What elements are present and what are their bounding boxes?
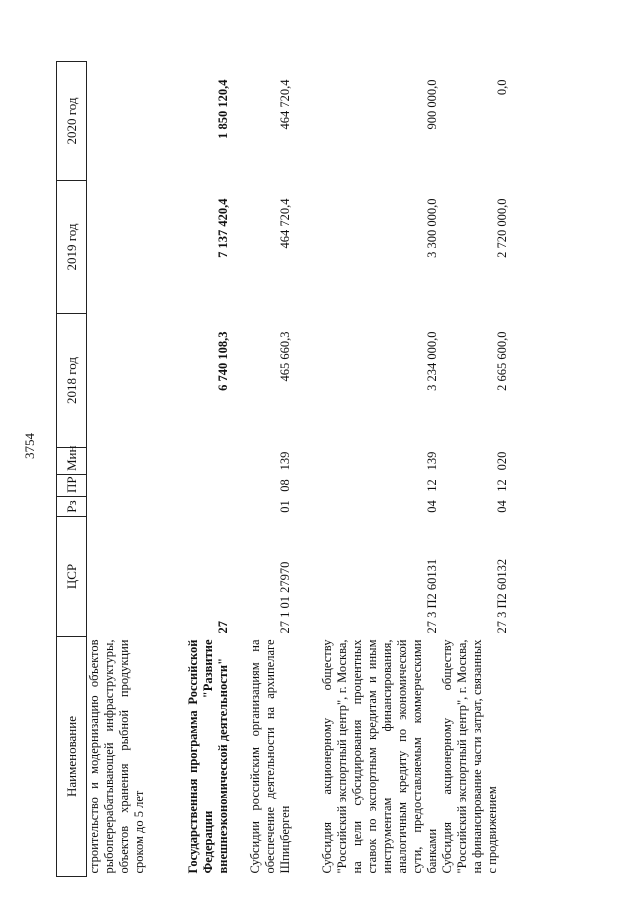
row-min: 139 — [278, 451, 292, 471]
row-2019 — [87, 181, 160, 314]
header-name: Наименование — [57, 637, 87, 877]
row-2019: 3 300 000,0 — [425, 198, 439, 258]
header-csr: ЦСР — [57, 517, 87, 637]
row-csr: 27 1 01 27970 — [278, 561, 292, 634]
row-csr: 27 3 П2 60131 — [425, 558, 439, 634]
table-row — [231, 62, 293, 877]
row-rz — [159, 497, 231, 517]
row-2020 — [87, 62, 160, 181]
table-row — [159, 62, 231, 877]
row-2018: 2 665 600,0 — [495, 331, 509, 391]
header-2018: 2018 год — [57, 314, 87, 448]
table-row — [440, 62, 510, 877]
row-rz: 04 — [425, 500, 439, 513]
row-2018 — [87, 314, 160, 448]
header-2020: 2020 год — [57, 62, 87, 181]
row-pr: 12 — [495, 479, 509, 492]
row-2019: 2 720 000,0 — [495, 198, 509, 258]
row-csr: 27 — [216, 621, 230, 634]
table-row — [293, 62, 440, 877]
row-name: Субсидия акционерному обществу "Российский экспортный центр", г. Москва, на финансирование части затрат, связанных с продвижением — [440, 639, 499, 874]
budget-table — [56, 61, 510, 877]
row-csr — [87, 517, 160, 637]
header-pr: ПР — [57, 475, 87, 497]
row-2018: 6 740 108,3 — [216, 331, 230, 391]
row-min — [159, 448, 231, 475]
row-2019: 7 137 420,4 — [216, 198, 230, 258]
row-rz: 04 — [495, 500, 509, 513]
rotated-table-container — [56, 62, 594, 877]
row-name: Государственная программа Российской Федерации "Развитие внешнеэкономической деятельности" — [186, 639, 230, 874]
header-min: Мин — [57, 448, 87, 475]
row-min — [87, 448, 160, 475]
row-2020: 900 000,0 — [425, 79, 439, 130]
row-min: 139 — [425, 451, 439, 471]
row-name: строительство и модернизацию объектов рыбоперерабатывающей инфраструктуры, объектов хранения рыбной продукции сроком до 5 лет — [87, 639, 146, 874]
row-name: Субсидии российским организациям на обеспечение деятельности на архипелаге Шпицберген — [248, 639, 292, 874]
row-pr — [87, 475, 160, 497]
header-rz: Рз — [57, 497, 87, 517]
row-pr — [159, 475, 231, 497]
page-number: 3754 — [22, 433, 37, 459]
row-min: 020 — [495, 451, 509, 471]
table-row — [87, 62, 160, 877]
row-name: Субсидия акционерному обществу "Российский экспортный центр", г. Москва, на цели субсидирования процентных ставок по экспортным кредитам и иным инструментам финансирования, аналогичным кредиту по экономической сути, предоставляемым коммерческими банками — [320, 639, 439, 874]
row-rz — [87, 497, 160, 517]
row-2020: 464 720,4 — [278, 79, 292, 130]
header-2019: 2019 год — [57, 181, 87, 314]
row-rz: 01 — [278, 500, 292, 513]
row-csr: 27 3 П2 60132 — [495, 558, 509, 634]
row-2018: 3 234 000,0 — [425, 331, 439, 391]
row-2018: 465 660,3 — [278, 331, 292, 382]
row-2020: 1 850 120,4 — [216, 79, 230, 139]
row-2019: 464 720,4 — [278, 198, 292, 249]
table-header-row — [57, 62, 87, 877]
row-2020: 0,0 — [495, 79, 509, 96]
row-pr: 12 — [425, 479, 439, 492]
row-pr: 08 — [278, 479, 292, 492]
